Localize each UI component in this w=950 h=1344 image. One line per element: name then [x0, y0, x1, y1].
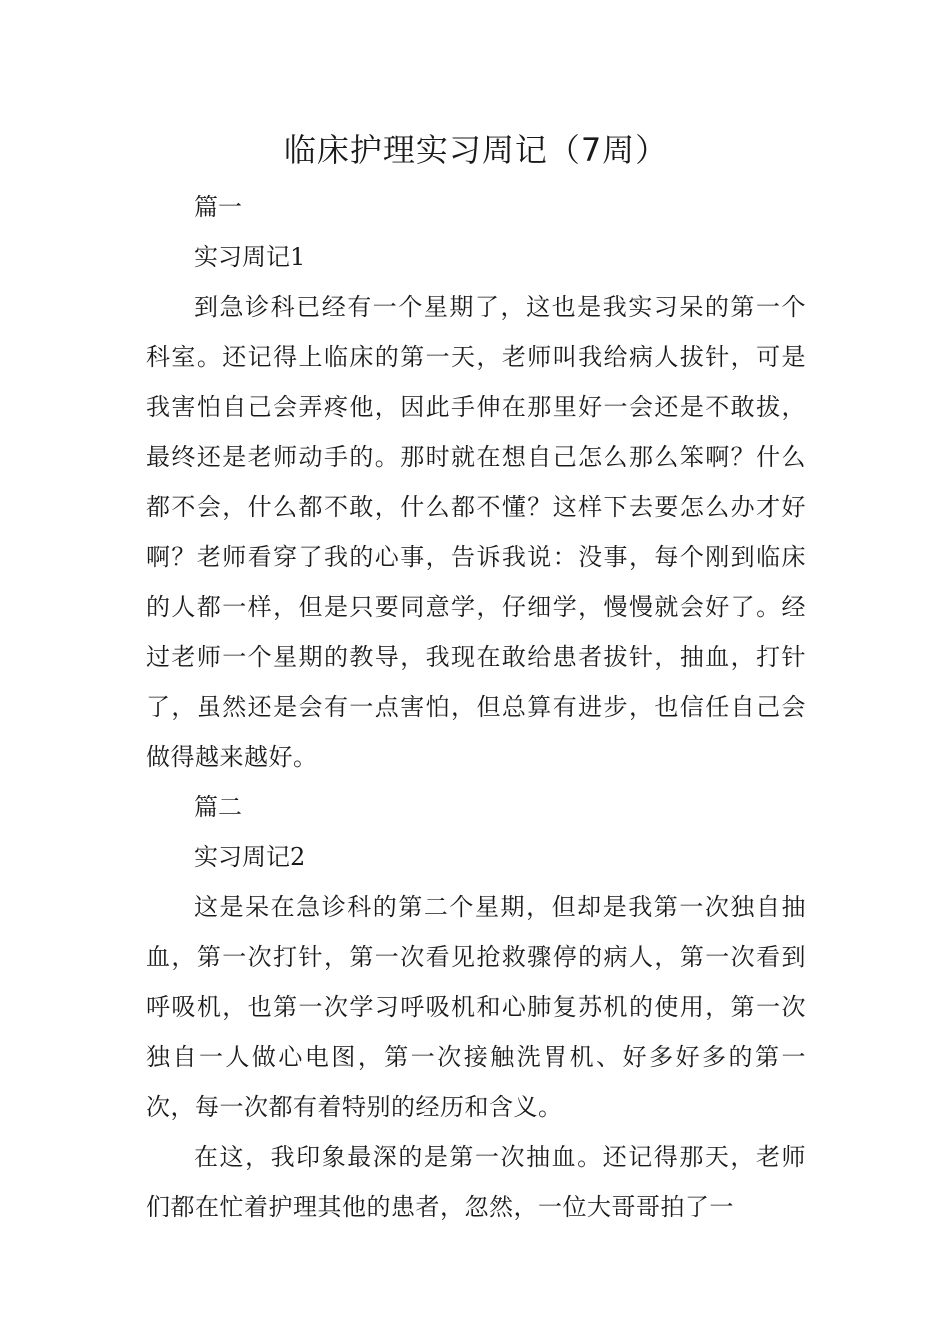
document-page	[146, 122, 806, 1232]
section-part-two	[146, 782, 806, 1232]
document-title: 临床护理实习周记（7周）	[283, 131, 669, 169]
section-part-one	[146, 182, 806, 782]
entry-label: 实习周记2	[194, 843, 306, 871]
body-paragraph: 这是呆在急诊科的第二个星期，但却是我第一次独自抽血，第一次打针，第一次看见抢救骤停的病人，第一次看到呼吸机，也第一次学习呼吸机和心肺复苏机的使用，第一次独自一人做心电图，第一次接触洗胃机、好多好多的第一次，每一次都有着特别的经历和含义。	[146, 893, 806, 1121]
part-label: 篇二	[194, 793, 242, 821]
body-paragraph: 到急诊科已经有一个星期了，这也是我实习呆的第一个科室。还记得上临床的第一天，老师叫我给病人拔针，可是我害怕自己会弄疼他，因此手伸在那里好一会还是不敢拔，最终还是老师动手的。那时就在想自己怎么那么笨啊？什么都不会，什么都不敢，什么都不懂？这样下去要怎么办才好啊？老师看穿了我的心事，告诉我说：没事，每个刚到临床的人都一样，但是只要同意学，仔细学，慢慢就会好了。经过老师一个星期的教导，我现在敢给患者拔针，抽血，打针了，虽然还是会有一点害怕，但总算有进步，也信任自己会做得越来越好。	[146, 293, 806, 771]
entry-label: 实习周记1	[194, 243, 306, 271]
body-paragraph: 在这，我印象最深的是第一次抽血。还记得那天，老师们都在忙着护理其他的患者，忽然，一位大哥哥拍了一	[146, 1143, 806, 1221]
part-label: 篇一	[194, 193, 242, 221]
